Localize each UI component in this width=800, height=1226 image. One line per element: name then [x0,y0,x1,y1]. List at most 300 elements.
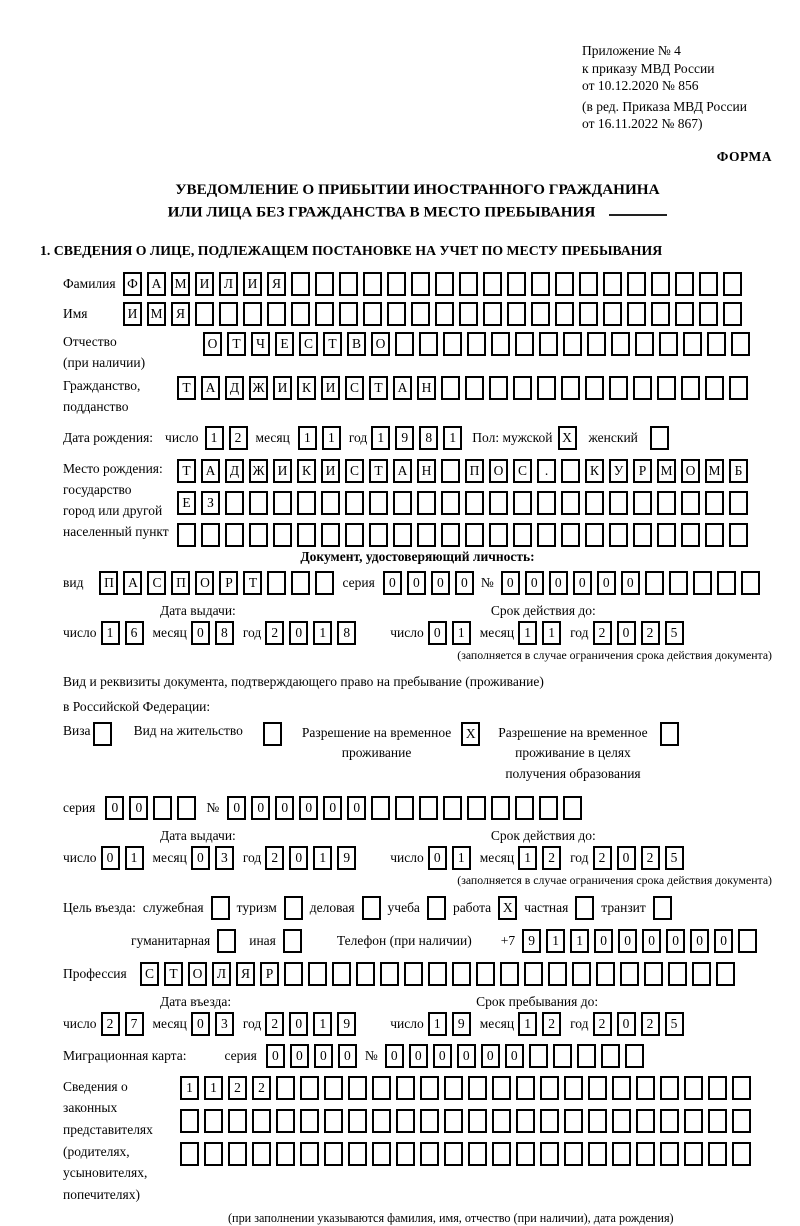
char-cell[interactable]: 2 [641,846,660,870]
char-cell[interactable] [539,332,558,356]
char-cell[interactable]: 0 [191,621,210,645]
char-cell[interactable] [645,571,664,595]
char-cell[interactable]: 1 [371,426,390,450]
char-cell[interactable] [356,962,375,986]
char-cell[interactable] [516,1109,535,1133]
purpose-work-checkbox[interactable]: X [498,896,517,920]
char-cell[interactable] [564,1109,583,1133]
char-cell[interactable] [291,302,310,326]
char-cell[interactable] [627,272,646,296]
char-cell[interactable]: Т [164,962,183,986]
char-cell[interactable]: 0 [549,571,568,595]
char-cell[interactable] [699,302,718,326]
char-cell[interactable] [420,1142,439,1166]
char-cell[interactable] [420,1109,439,1133]
char-cell[interactable] [348,1142,367,1166]
char-cell[interactable] [729,491,748,515]
char-cell[interactable] [609,523,628,547]
char-cell[interactable]: 1 [518,1012,537,1036]
char-cell[interactable] [276,1142,295,1166]
char-cell[interactable] [321,523,340,547]
char-cell[interactable] [539,796,558,820]
char-cell[interactable]: 8 [215,621,234,645]
char-cell[interactable] [699,272,718,296]
char-cell[interactable] [468,1142,487,1166]
char-cell[interactable]: П [465,459,484,483]
char-cell[interactable]: К [585,459,604,483]
char-cell[interactable]: 0 [289,846,308,870]
char-cell[interactable] [459,302,478,326]
char-cell[interactable] [553,1044,572,1068]
char-cell[interactable]: 9 [337,846,356,870]
char-cell[interactable]: К [297,459,316,483]
char-cell[interactable]: 0 [481,1044,500,1068]
purpose-transit-checkbox[interactable] [653,896,672,920]
char-cell[interactable]: С [345,376,364,400]
char-cell[interactable] [465,523,484,547]
char-cell[interactable] [531,272,550,296]
char-cell[interactable]: 2 [265,621,284,645]
char-cell[interactable] [537,376,556,400]
char-cell[interactable]: 1 [313,1012,332,1036]
char-cell[interactable] [219,302,238,326]
char-cell[interactable]: 3 [215,846,234,870]
char-cell[interactable]: 0 [525,571,544,595]
char-cell[interactable] [651,272,670,296]
gender-female-checkbox[interactable] [650,426,669,450]
char-cell[interactable] [681,523,700,547]
char-cell[interactable]: 0 [101,846,120,870]
char-cell[interactable] [153,796,172,820]
char-cell[interactable] [738,929,757,953]
char-cell[interactable] [345,523,364,547]
char-cell[interactable] [300,1076,319,1100]
char-cell[interactable] [483,302,502,326]
char-cell[interactable]: 0 [383,571,402,595]
char-cell[interactable] [180,1142,199,1166]
char-cell[interactable]: Т [323,332,342,356]
char-cell[interactable] [681,491,700,515]
char-cell[interactable] [555,302,574,326]
char-cell[interactable]: К [297,376,316,400]
char-cell[interactable]: Т [177,376,196,400]
char-cell[interactable] [444,1109,463,1133]
char-cell[interactable]: 2 [593,1012,612,1036]
char-cell[interactable] [195,302,214,326]
char-cell[interactable] [467,796,486,820]
char-cell[interactable] [396,1142,415,1166]
char-cell[interactable]: 0 [299,796,318,820]
char-cell[interactable] [555,272,574,296]
char-cell[interactable] [587,332,606,356]
char-cell[interactable]: 0 [617,1012,636,1036]
char-cell[interactable] [515,332,534,356]
char-cell[interactable] [363,272,382,296]
char-cell[interactable]: С [345,459,364,483]
char-cell[interactable] [276,1076,295,1100]
char-cell[interactable] [579,302,598,326]
char-cell[interactable] [660,1076,679,1100]
char-cell[interactable]: Я [267,272,286,296]
char-cell[interactable]: Л [212,962,231,986]
char-cell[interactable] [732,1109,751,1133]
char-cell[interactable] [476,962,495,986]
char-cell[interactable]: А [201,459,220,483]
char-cell[interactable] [465,491,484,515]
char-cell[interactable]: 3 [215,1012,234,1036]
char-cell[interactable]: 7 [125,1012,144,1036]
char-cell[interactable] [324,1142,343,1166]
char-cell[interactable]: С [147,571,166,595]
char-cell[interactable] [324,1109,343,1133]
char-cell[interactable] [563,332,582,356]
char-cell[interactable] [681,376,700,400]
char-cell[interactable]: П [171,571,190,595]
char-cell[interactable]: 1 [298,426,317,450]
char-cell[interactable]: 0 [338,1044,357,1068]
char-cell[interactable] [380,962,399,986]
char-cell[interactable]: Ж [249,459,268,483]
char-cell[interactable] [579,272,598,296]
char-cell[interactable] [513,523,532,547]
char-cell[interactable] [507,272,526,296]
char-cell[interactable] [561,459,580,483]
char-cell[interactable]: 0 [597,571,616,595]
char-cell[interactable]: . [537,459,556,483]
char-cell[interactable]: З [201,491,220,515]
char-cell[interactable]: 2 [542,1012,561,1036]
char-cell[interactable]: О [371,332,390,356]
char-cell[interactable]: Р [219,571,238,595]
char-cell[interactable] [387,302,406,326]
char-cell[interactable]: 0 [617,621,636,645]
char-cell[interactable] [561,376,580,400]
char-cell[interactable]: 9 [522,929,541,953]
char-cell[interactable]: У [609,459,628,483]
char-cell[interactable] [683,332,702,356]
visa-checkbox[interactable] [93,722,112,746]
char-cell[interactable] [435,272,454,296]
char-cell[interactable]: 0 [617,846,636,870]
char-cell[interactable] [204,1142,223,1166]
char-cell[interactable] [228,1142,247,1166]
char-cell[interactable] [633,491,652,515]
char-cell[interactable]: О [203,332,222,356]
char-cell[interactable] [489,523,508,547]
char-cell[interactable] [300,1109,319,1133]
char-cell[interactable] [675,302,694,326]
char-cell[interactable]: П [99,571,118,595]
char-cell[interactable] [564,1142,583,1166]
char-cell[interactable] [491,796,510,820]
char-cell[interactable] [315,571,334,595]
char-cell[interactable]: 2 [265,1012,284,1036]
char-cell[interactable] [609,491,628,515]
char-cell[interactable] [529,1044,548,1068]
char-cell[interactable] [468,1076,487,1100]
char-cell[interactable]: 0 [618,929,637,953]
char-cell[interactable] [315,302,334,326]
char-cell[interactable]: 1 [205,426,224,450]
char-cell[interactable]: 0 [407,571,426,595]
char-cell[interactable]: 0 [314,1044,333,1068]
char-cell[interactable] [524,962,543,986]
purpose-study-checkbox[interactable] [427,896,446,920]
char-cell[interactable] [577,1044,596,1068]
char-cell[interactable] [708,1109,727,1133]
char-cell[interactable]: Я [171,302,190,326]
char-cell[interactable]: 0 [690,929,709,953]
char-cell[interactable] [489,491,508,515]
char-cell[interactable] [225,523,244,547]
char-cell[interactable] [291,272,310,296]
char-cell[interactable] [540,1109,559,1133]
char-cell[interactable]: 1 [313,621,332,645]
char-cell[interactable]: 0 [455,571,474,595]
purpose-humanitarian-checkbox[interactable] [217,929,236,953]
char-cell[interactable] [612,1142,631,1166]
char-cell[interactable] [627,302,646,326]
char-cell[interactable]: 0 [323,796,342,820]
char-cell[interactable]: О [195,571,214,595]
char-cell[interactable]: 0 [431,571,450,595]
char-cell[interactable]: 0 [433,1044,452,1068]
char-cell[interactable]: 1 [546,929,565,953]
char-cell[interactable] [585,523,604,547]
char-cell[interactable]: Н [417,376,436,400]
char-cell[interactable] [540,1142,559,1166]
char-cell[interactable]: 1 [204,1076,223,1100]
char-cell[interactable] [723,272,742,296]
char-cell[interactable]: 0 [266,1044,285,1068]
edu-permit-checkbox[interactable] [660,722,679,746]
char-cell[interactable]: 1 [518,621,537,645]
char-cell[interactable] [443,332,462,356]
char-cell[interactable] [729,523,748,547]
char-cell[interactable] [395,796,414,820]
char-cell[interactable] [201,523,220,547]
char-cell[interactable] [249,523,268,547]
char-cell[interactable]: 0 [275,796,294,820]
char-cell[interactable] [273,491,292,515]
char-cell[interactable]: И [321,459,340,483]
char-cell[interactable]: Д [225,459,244,483]
char-cell[interactable]: А [393,459,412,483]
char-cell[interactable]: 0 [227,796,246,820]
char-cell[interactable]: А [123,571,142,595]
char-cell[interactable] [393,523,412,547]
char-cell[interactable] [369,491,388,515]
char-cell[interactable] [537,491,556,515]
char-cell[interactable]: С [140,962,159,986]
char-cell[interactable] [620,962,639,986]
char-cell[interactable]: 0 [191,1012,210,1036]
char-cell[interactable]: 0 [105,796,124,820]
char-cell[interactable]: 0 [289,1012,308,1036]
char-cell[interactable]: 1 [428,1012,447,1036]
char-cell[interactable]: 2 [641,1012,660,1036]
char-cell[interactable]: 0 [642,929,661,953]
char-cell[interactable] [708,1142,727,1166]
char-cell[interactable]: 0 [621,571,640,595]
char-cell[interactable]: О [681,459,700,483]
char-cell[interactable]: Б [729,459,748,483]
char-cell[interactable] [492,1076,511,1100]
char-cell[interactable] [540,1076,559,1100]
char-cell[interactable] [563,796,582,820]
char-cell[interactable]: 0 [714,929,733,953]
char-cell[interactable] [561,523,580,547]
char-cell[interactable]: 9 [337,1012,356,1036]
purpose-private-checkbox[interactable] [575,896,594,920]
char-cell[interactable] [267,571,286,595]
purpose-business-checkbox[interactable] [362,896,381,920]
char-cell[interactable] [339,272,358,296]
char-cell[interactable] [387,272,406,296]
char-cell[interactable] [513,376,532,400]
char-cell[interactable]: А [147,272,166,296]
char-cell[interactable]: И [273,459,292,483]
char-cell[interactable] [441,491,460,515]
char-cell[interactable] [420,1076,439,1100]
char-cell[interactable]: 1 [443,426,462,450]
char-cell[interactable]: М [657,459,676,483]
char-cell[interactable]: Ж [249,376,268,400]
char-cell[interactable]: Ч [251,332,270,356]
char-cell[interactable] [516,1076,535,1100]
char-cell[interactable] [644,962,663,986]
char-cell[interactable] [684,1109,703,1133]
char-cell[interactable]: А [393,376,412,400]
char-cell[interactable] [729,376,748,400]
char-cell[interactable] [284,962,303,986]
char-cell[interactable] [468,1109,487,1133]
char-cell[interactable] [585,491,604,515]
char-cell[interactable] [252,1109,271,1133]
char-cell[interactable] [396,1076,415,1100]
char-cell[interactable]: 0 [290,1044,309,1068]
char-cell[interactable]: Р [633,459,652,483]
char-cell[interactable] [741,571,760,595]
char-cell[interactable]: 1 [125,846,144,870]
char-cell[interactable] [177,796,196,820]
char-cell[interactable]: 0 [501,571,520,595]
char-cell[interactable]: 2 [265,846,284,870]
char-cell[interactable]: С [513,459,532,483]
char-cell[interactable]: Т [177,459,196,483]
char-cell[interactable]: 2 [641,621,660,645]
char-cell[interactable] [572,962,591,986]
char-cell[interactable]: 6 [125,621,144,645]
char-cell[interactable] [564,1076,583,1100]
char-cell[interactable]: 0 [409,1044,428,1068]
char-cell[interactable] [363,302,382,326]
char-cell[interactable]: Е [177,491,196,515]
char-cell[interactable] [444,1076,463,1100]
char-cell[interactable] [588,1142,607,1166]
char-cell[interactable] [625,1044,644,1068]
char-cell[interactable] [492,1109,511,1133]
char-cell[interactable]: 2 [101,1012,120,1036]
char-cell[interactable]: Н [417,459,436,483]
char-cell[interactable] [633,376,652,400]
char-cell[interactable] [276,1109,295,1133]
char-cell[interactable]: 2 [228,1076,247,1100]
char-cell[interactable] [492,1142,511,1166]
char-cell[interactable] [603,272,622,296]
char-cell[interactable] [348,1109,367,1133]
char-cell[interactable] [417,523,436,547]
char-cell[interactable] [588,1109,607,1133]
char-cell[interactable]: Р [260,962,279,986]
char-cell[interactable] [308,962,327,986]
char-cell[interactable] [267,302,286,326]
char-cell[interactable]: Д [225,376,244,400]
char-cell[interactable] [660,1142,679,1166]
char-cell[interactable]: 5 [665,1012,684,1036]
char-cell[interactable] [291,571,310,595]
char-cell[interactable] [636,1142,655,1166]
char-cell[interactable] [395,332,414,356]
char-cell[interactable] [731,332,750,356]
char-cell[interactable]: И [123,302,142,326]
char-cell[interactable]: 2 [229,426,248,450]
char-cell[interactable]: 1 [313,846,332,870]
char-cell[interactable] [684,1076,703,1100]
char-cell[interactable] [692,962,711,986]
char-cell[interactable] [633,523,652,547]
char-cell[interactable]: 0 [347,796,366,820]
char-cell[interactable] [603,302,622,326]
char-cell[interactable] [411,302,430,326]
char-cell[interactable]: М [147,302,166,326]
char-cell[interactable]: 0 [573,571,592,595]
char-cell[interactable] [635,332,654,356]
char-cell[interactable] [588,1076,607,1100]
char-cell[interactable] [204,1109,223,1133]
char-cell[interactable] [732,1142,751,1166]
char-cell[interactable] [708,1076,727,1100]
char-cell[interactable] [225,491,244,515]
char-cell[interactable]: 0 [457,1044,476,1068]
char-cell[interactable] [491,332,510,356]
char-cell[interactable]: 1 [322,426,341,450]
char-cell[interactable]: 0 [251,796,270,820]
char-cell[interactable] [636,1076,655,1100]
char-cell[interactable]: 0 [385,1044,404,1068]
char-cell[interactable] [732,1076,751,1100]
char-cell[interactable] [419,796,438,820]
char-cell[interactable]: 2 [252,1076,271,1100]
char-cell[interactable]: 0 [191,846,210,870]
char-cell[interactable] [348,1076,367,1100]
char-cell[interactable] [601,1044,620,1068]
char-cell[interactable] [657,491,676,515]
char-cell[interactable] [507,302,526,326]
char-cell[interactable]: И [195,272,214,296]
char-cell[interactable]: 8 [419,426,438,450]
char-cell[interactable] [516,1142,535,1166]
char-cell[interactable] [459,272,478,296]
char-cell[interactable] [411,272,430,296]
char-cell[interactable] [612,1109,631,1133]
char-cell[interactable] [531,302,550,326]
char-cell[interactable]: Е [275,332,294,356]
char-cell[interactable] [612,1076,631,1100]
purpose-other-checkbox[interactable] [283,929,302,953]
char-cell[interactable]: И [273,376,292,400]
char-cell[interactable]: 1 [180,1076,199,1100]
